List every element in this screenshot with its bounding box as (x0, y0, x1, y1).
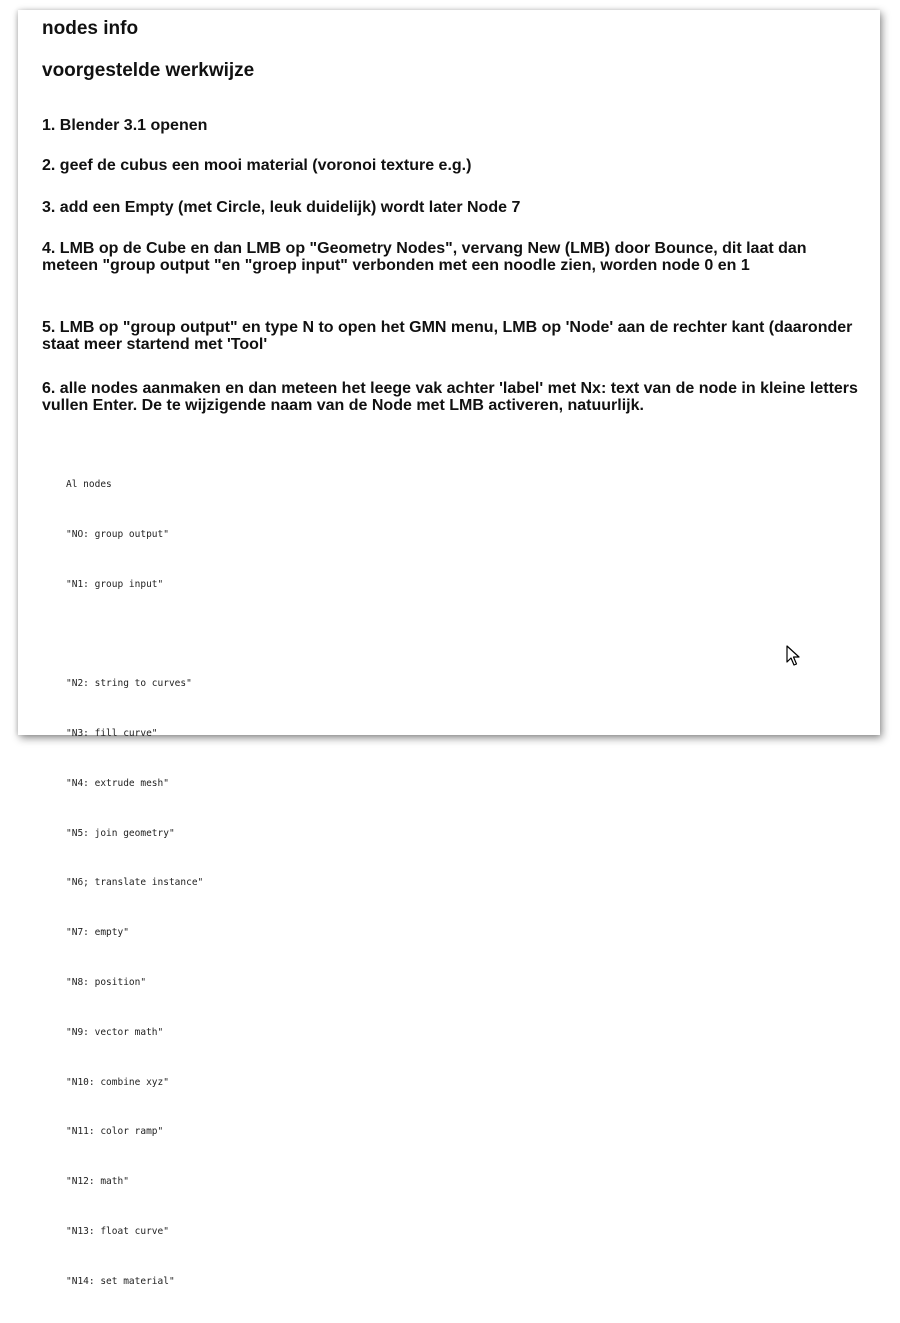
step-2: 2. geef de cubus een mooi material (voronoi texture e.g.) (42, 157, 472, 174)
step-4: 4. LMB op de Cube en dan LMB op "Geometry Nodes", vervang New (LMB) door Bounce, dit laat dan meteen "group output "en "groep input" verbonden met een noodle zien, worden node 0 en 1 (42, 240, 807, 274)
node-list-code (66, 444, 203, 1323)
document-content (42, 18, 862, 1287)
code-line: "N8: position" (66, 977, 147, 988)
code-line: "N1: group input" (66, 578, 164, 590)
step-6: 6. alle nodes aanmaken en dan meteen het leege vak achter 'label' met Nx: text van de node in kleine letters vullen Enter. De te wijzigende naam van de Node met LMB activeren, natuurlijk. (42, 380, 858, 414)
code-line: "N9: vector math" (66, 1026, 164, 1038)
step-5: 5. LMB op "group output" en type N to open het GMN menu, LMB op 'Node' aan de rechter kant (daaronder staat meer startend met 'Tool' (42, 319, 853, 353)
code-line (66, 627, 203, 644)
code-line: "N2: string to curves" (66, 678, 192, 690)
page-title: nodes info (42, 18, 139, 39)
code-line: "N14: set material" (66, 1275, 175, 1287)
step-1: 1. Blender 3.1 openen (42, 117, 208, 134)
code-line: "N7: empty" (66, 927, 129, 939)
code-line: Al nodes (66, 479, 112, 491)
code-line: "N10: combine xyz" (66, 1076, 169, 1088)
code-line: "N4: extrude mesh" (66, 777, 169, 789)
code-line: "N6; translate instance" (66, 877, 204, 889)
code-line: "N13: float curve" (66, 1225, 169, 1237)
code-line: "NO: group output" (66, 528, 169, 540)
mouse-cursor-icon (786, 645, 802, 667)
document-page (18, 10, 880, 1287)
code-line: "N12: math" (66, 1176, 129, 1188)
code-line: "N3: fill curve" (66, 728, 158, 740)
code-line: "N11: color ramp" (66, 1126, 164, 1138)
step-3: 3. add een Empty (met Circle, leuk duidelijk) wordt later Node 7 (42, 199, 521, 216)
page-subtitle: voorgestelde werkwijze (42, 60, 255, 81)
code-line: "N5: join geometry" (66, 827, 175, 839)
